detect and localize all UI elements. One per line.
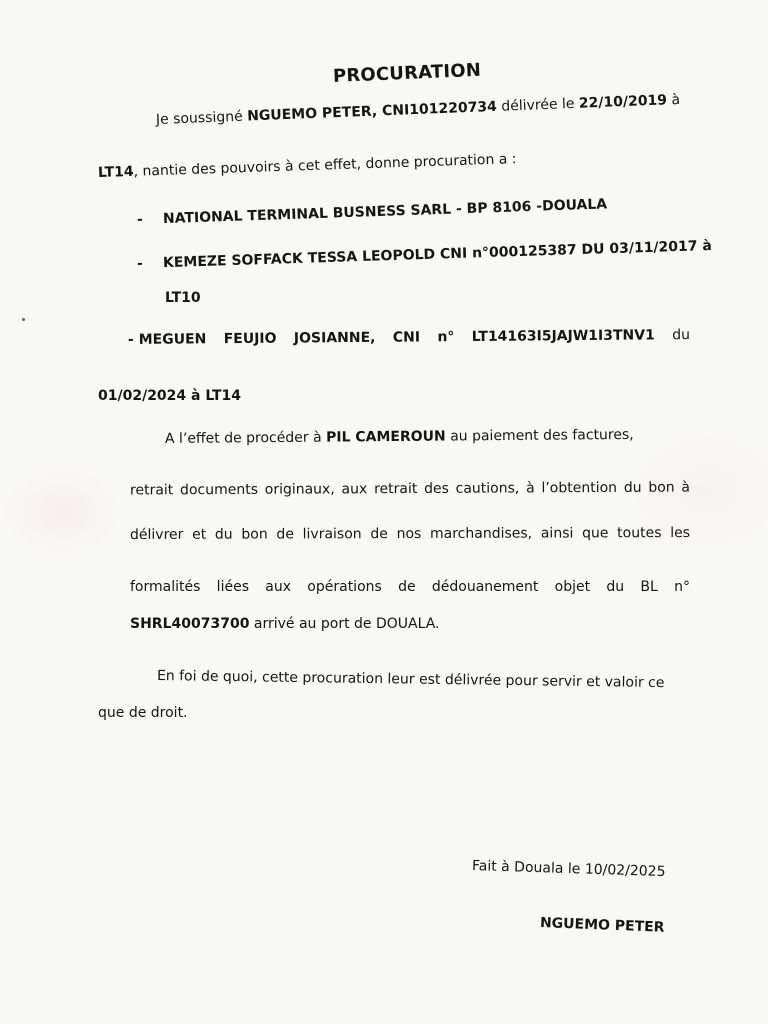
beneficiary-3-word: CNI xyxy=(392,329,421,346)
intro-middle: délivrée le xyxy=(496,95,580,115)
purpose-line-3: délivrer et du bon de livraison de nos marchandises, ainsi que toutes les xyxy=(129,525,691,543)
grantor-name-id: NGUEMO PETER, CNI101220734 xyxy=(246,98,498,125)
ink-speck xyxy=(22,318,25,321)
beneficiary-item-2 xyxy=(137,238,712,272)
intro-suffix: à xyxy=(666,91,681,109)
intro-prefix: Je soussigné xyxy=(155,108,248,128)
purpose-line-1 xyxy=(165,427,634,447)
beneficiary-3-word: du xyxy=(672,327,691,344)
bullet-dash: - xyxy=(136,211,144,228)
purpose-line1-suffix: au paiement des factures, xyxy=(445,426,634,445)
id-issue-place: LT14 xyxy=(97,163,134,181)
closing-line-2: que de droit. xyxy=(98,705,188,721)
beneficiary-1-text: NATIONAL TERMINAL BUSNESS SARL - BP 8106 -DOUALA xyxy=(162,196,608,228)
id-issue-date: 22/10/2019 xyxy=(578,92,668,112)
signatory-name: NGUEMO PETER xyxy=(539,915,665,936)
beneficiary-3-word: FEUJIO xyxy=(223,330,277,348)
document-title: PROCURATION xyxy=(332,59,482,87)
beneficiary-3-id: LT14163I5JAJW1I3TNV1 xyxy=(471,327,655,345)
purpose-line1-prefix: A l’effet de procéder à xyxy=(164,429,327,447)
purpose-line-5 xyxy=(130,616,440,632)
company-name: PIL CAMEROUN xyxy=(326,428,446,446)
bullet-dash: - xyxy=(127,331,134,348)
purpose-line-2: retrait documents originaux, aux retrait des cautions, à l’obtention du bon à xyxy=(129,479,691,499)
beneficiary-item-3 xyxy=(128,327,690,348)
intro-line2-text: , nantie des pouvoirs à cet effet, donne procuration a : xyxy=(133,151,517,180)
closing-line-1: En foi de quoi, cette procuration leur est délivrée pour servir et valoir ce xyxy=(156,668,665,692)
beneficiary-3-word: MEGUEN xyxy=(138,331,207,348)
beneficiary-2-text: KEMEZE SOFFACK TESSA LEOPOLD CNI n°000125387 DU 03/11/2017 à xyxy=(162,237,713,272)
place-and-date: Fait à Douala le 10/02/2025 xyxy=(471,858,666,881)
beneficiary-2-continuation: LT10 xyxy=(165,290,201,306)
intro-line-2 xyxy=(98,151,517,181)
bill-of-lading-number: SHRL40073700 xyxy=(130,616,250,632)
beneficiary-3-word: n° xyxy=(437,329,455,346)
purpose-line-4: formalités liées aux opérations de dédouanement objet du BL n° xyxy=(130,579,690,595)
beneficiary-3-word: JOSIANNE, xyxy=(293,329,376,347)
purpose-line5-rest: arrivé au port de DOUALA. xyxy=(249,616,440,632)
beneficiary-item-1 xyxy=(137,196,608,228)
intro-line-1 xyxy=(156,92,681,128)
beneficiary-3-continuation: 01/02/2024 à LT14 xyxy=(98,388,241,404)
bullet-dash: - xyxy=(136,255,144,272)
